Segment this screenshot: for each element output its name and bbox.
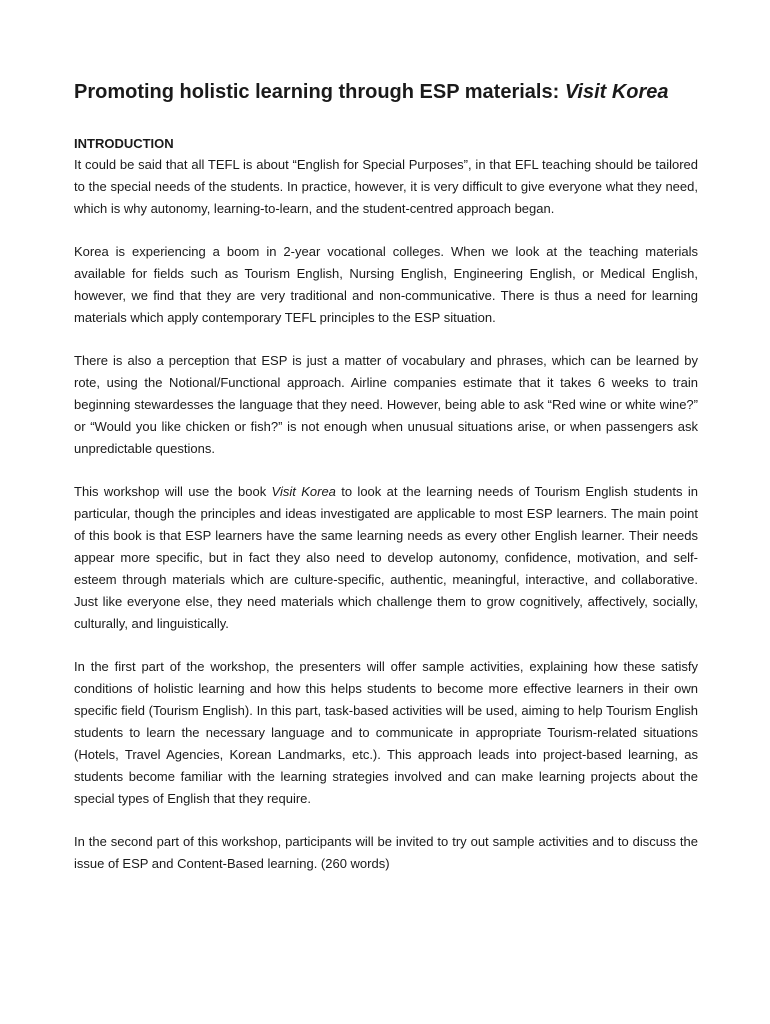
paragraph-4 [74,481,698,635]
paragraph-5: In the first part of the workshop, the presenters will offer sample activities, explaining how these satisfy conditions of holistic learning and how this helps students to become more effective learners in their own specific field (Tourism English). In this part, task-based activities will be used, aiming to help Tourism English students to learn the necessary language and to communicate in appropriate Tourism-related situations (Hotels, Travel Agencies, Korean Landmarks, etc.). This approach leads into project-based learning, as students become familiar with the learning strategies involved and can make learning projects about the special types of English that they require. [74,659,698,806]
paragraph-4-after: to look at the learning needs of Tourism English students in particular, though the principles and ideas investigated are applicable to most ESP learners. The main point of this book is that ESP learners have the same learning needs as every other English learner. Their needs appear more specific, but in fact they also need to develop autonomy, confidence, motivation, and self-esteem through materials which are culture-specific, authentic, meaningful, interactive, and collaborative. Just like everyone else, they need materials which challenge them to grow cognitively, affectively, socially, culturally, and linguistically. [74,484,698,631]
paragraph-3: There is also a perception that ESP is just a matter of vocabulary and phrases, which can be learned by rote, using the Notional/Functional approach. Airline companies estimate that it takes 6 weeks to train beginning stewardesses the language that they need. However, being able to ask “Red wine or white wine?” or “Would you like chicken or fish?” is not enough when unusual situations arise, or when passengers ask unpredictable questions. [74,353,698,456]
paragraph-1: It could be said that all TEFL is about “English for Special Purposes”, in that EFL teaching should be tailored to the special needs of the students. In practice, however, it is very difficult to give everyone what they need, which is why autonomy, learning-to-learn, and the student-centred approach began. [74,157,698,216]
paragraph-6: In the second part of this workshop, participants will be invited to try out sample activities and to discuss the issue of ESP and Content-Based learning. (260 words) [74,834,698,871]
paragraph-4-book-name: Visit Korea [271,484,336,499]
title-book-name: Visit Korea [564,81,669,103]
section-heading-introduction: INTRODUCTION [74,136,174,151]
title-main: Promoting holistic learning through ESP materials: [74,81,565,103]
document-page [74,78,698,896]
document-title [74,78,698,106]
paragraph-4-before: This workshop will use the book [74,484,272,499]
paragraph-2: Korea is experiencing a boom in 2-year vocational colleges. When we look at the teaching materials available for fields such as Tourism English, Nursing English, Engineering English, or Medical English, however, we find that they are very traditional and non-communicative. There is thus a need for learning materials which apply contemporary TEFL principles to the ESP situation. [74,244,698,325]
